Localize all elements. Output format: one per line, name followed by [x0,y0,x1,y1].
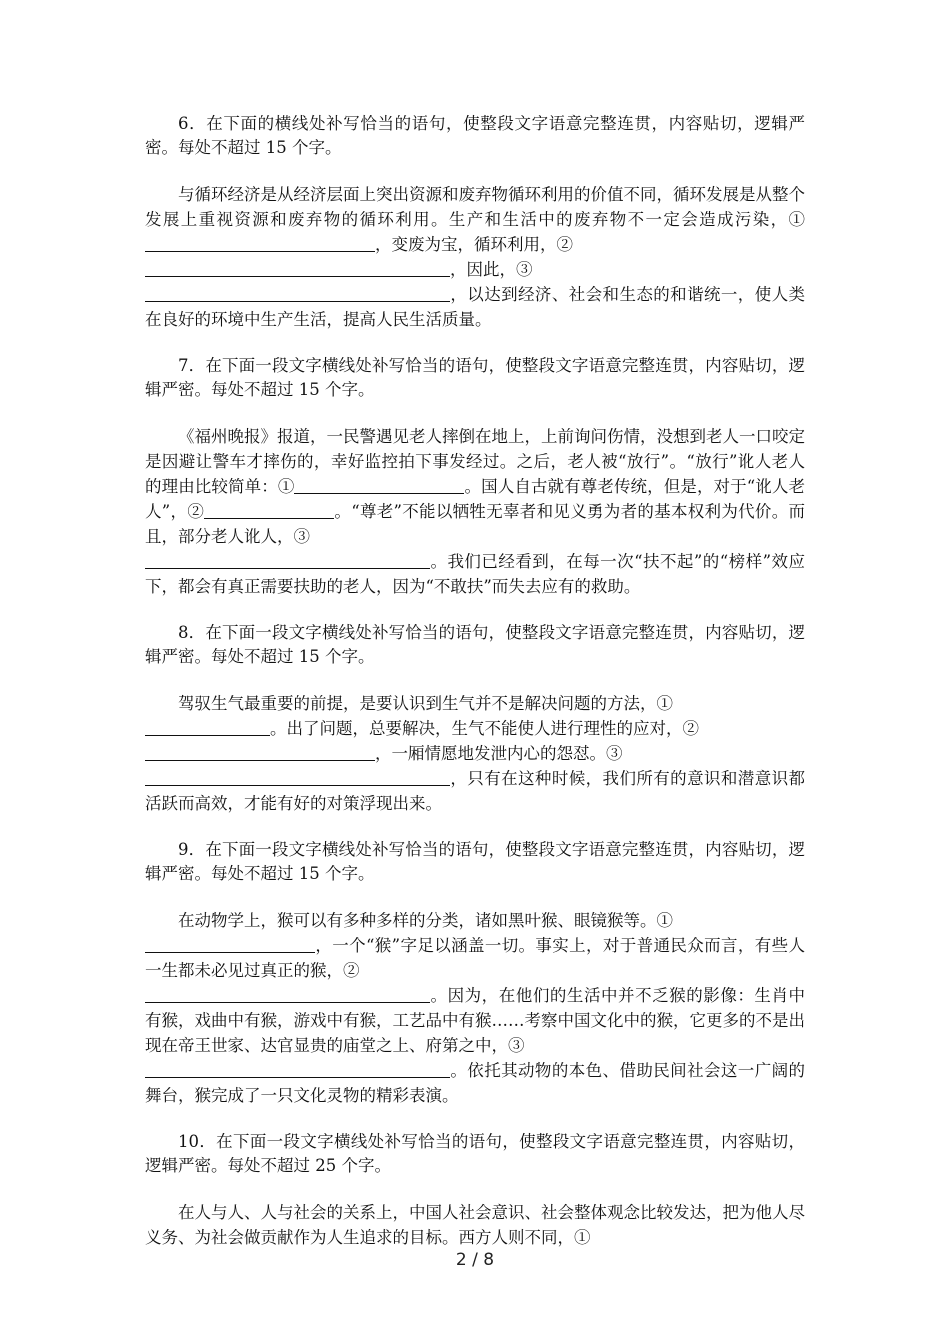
question-10-prompt: 10．在下面一段文字横线处补写恰当的语句，使整段文字语意完整连贯，内容贴切，逻辑严密。每处不超过 25 个字。 [145,1132,805,1175]
question-10-passage [145,1200,805,1250]
q8-blank-1[interactable] [145,717,270,736]
q8-blank-3[interactable] [145,767,450,786]
q6-text-1: 与循环经济是从经济层面上突出资源和废弃物循环利用的价值不同，循环发展是从整个发展上重视资源和废弃物的循环利用。生产和生活中的废弃物不一定会造成污染，① [145,185,805,229]
q7-text-3: 。“尊老”不能以牺牲无辜者和见义勇为者的基本权利为代价。而且，部分老人讹人，③ [145,502,806,546]
q6-text-4: ，以达到经济、社会和生态的和谐统一，使人类在良好的环境中生产生活，提高人民生活质量。 [145,285,805,329]
q9-blank-3[interactable] [145,1059,450,1078]
q10-text-1: 在人与人、人与社会的关系上，中国人社会意识、社会整体观念比较发达，把为他人尽义务、为社会做贡献作为人生追求的目标。西方人则不同，① [145,1203,805,1247]
q8-blank-2[interactable] [145,742,375,761]
q8-text-3: ，一厢情愿地发泄内心的怨怼。③ [375,744,623,763]
question-8-passage [145,691,805,816]
q9-text-1: 在动物学上，猴可以有多种多样的分类，诸如黑叶猴、眼镜猴等。① [178,911,673,930]
question-9-prompt: 9．在下面一段文字横线处补写恰当的语句，使整段文字语意完整连贯，内容贴切，逻辑严密。每处不超过 15 个字。 [145,840,805,883]
q9-blank-2[interactable] [145,984,430,1003]
q7-text-2: 。国人自古就有尊老传统，但是，对于“讹人老人”，② [145,477,806,521]
q9-text-2: ，一个“猴”字足以涵盖一切。事实上，对于普通民众而言，有些人一生都未必见过真正的猴，② [145,936,805,980]
question-6-prompt: 6．在下面的横线处补写恰当的语句，使整段文字语意完整连贯，内容贴切，逻辑严密。每处不超过 15 个字。 [145,114,805,157]
q6-blank-2[interactable] [145,258,450,277]
document-page [145,112,805,1272]
q8-text-4: ，只有在这种时候，我们所有的意识和潜意识都活跃而高效，才能有好的对策浮现出来。 [145,769,805,813]
question-8-prompt: 8．在下面一段文字横线处补写恰当的语句，使整段文字语意完整连贯，内容贴切，逻辑严密。每处不超过 15 个字。 [145,623,805,666]
question-9-passage [145,908,805,1108]
q8-text-2: 。出了问题，总要解决，生气不能使人进行理性的应对，② [270,719,699,738]
q7-blank-1[interactable] [294,475,464,494]
q9-text-4: 。依托其动物的本色、借助民间社会这一广阔的舞台，猴完成了一只文化灵物的精彩表演。 [145,1061,805,1105]
page-number: 2 / 8 [455,1250,495,1270]
q8-text-1: 驾驭生气最重要的前提，是要认识到生气并不是解决问题的方法，① [178,694,673,713]
q9-text-3: 。因为，在他们的生活中并不乏猴的影像：生肖中有猴，戏曲中有猴，游戏中有猴，工艺品中有猴……考察中国文化中的猴，它更多的不是出现在帝王世家、达官显贵的庙堂之上、府第之中，③ [145,986,805,1055]
q6-blank-1[interactable] [145,233,375,252]
q7-blank-2[interactable] [204,500,334,519]
q7-text-4: 。我们已经看到，在每一次“扶不起”的“榜样”效应下，都会有真正需要扶助的老人，因为“不敢扶”而失去应有的救助。 [145,552,805,596]
question-7-prompt: 7．在下面一段文字横线处补写恰当的语句，使整段文字语意完整连贯，内容贴切，逻辑严密。每处不超过 15 个字。 [145,356,805,399]
q6-blank-3[interactable] [145,283,450,302]
q7-blank-3[interactable] [145,550,430,569]
q9-blank-1[interactable] [145,934,315,953]
q7-text-1: 《福州晚报》报道，一民警遇见老人摔倒在地上，上前询问伤情，没想到老人一口咬定是因避让警车才摔伤的，幸好监控拍下事发经过。之后，老人被“放行”。“放行”讹人老人的理由比较简单：① [145,427,805,496]
q6-text-3: ，因此，③ [450,260,533,279]
question-6-passage [145,182,805,332]
q6-text-2: ，变废为宝，循环利用，② [375,235,573,254]
question-7-passage [145,424,805,599]
